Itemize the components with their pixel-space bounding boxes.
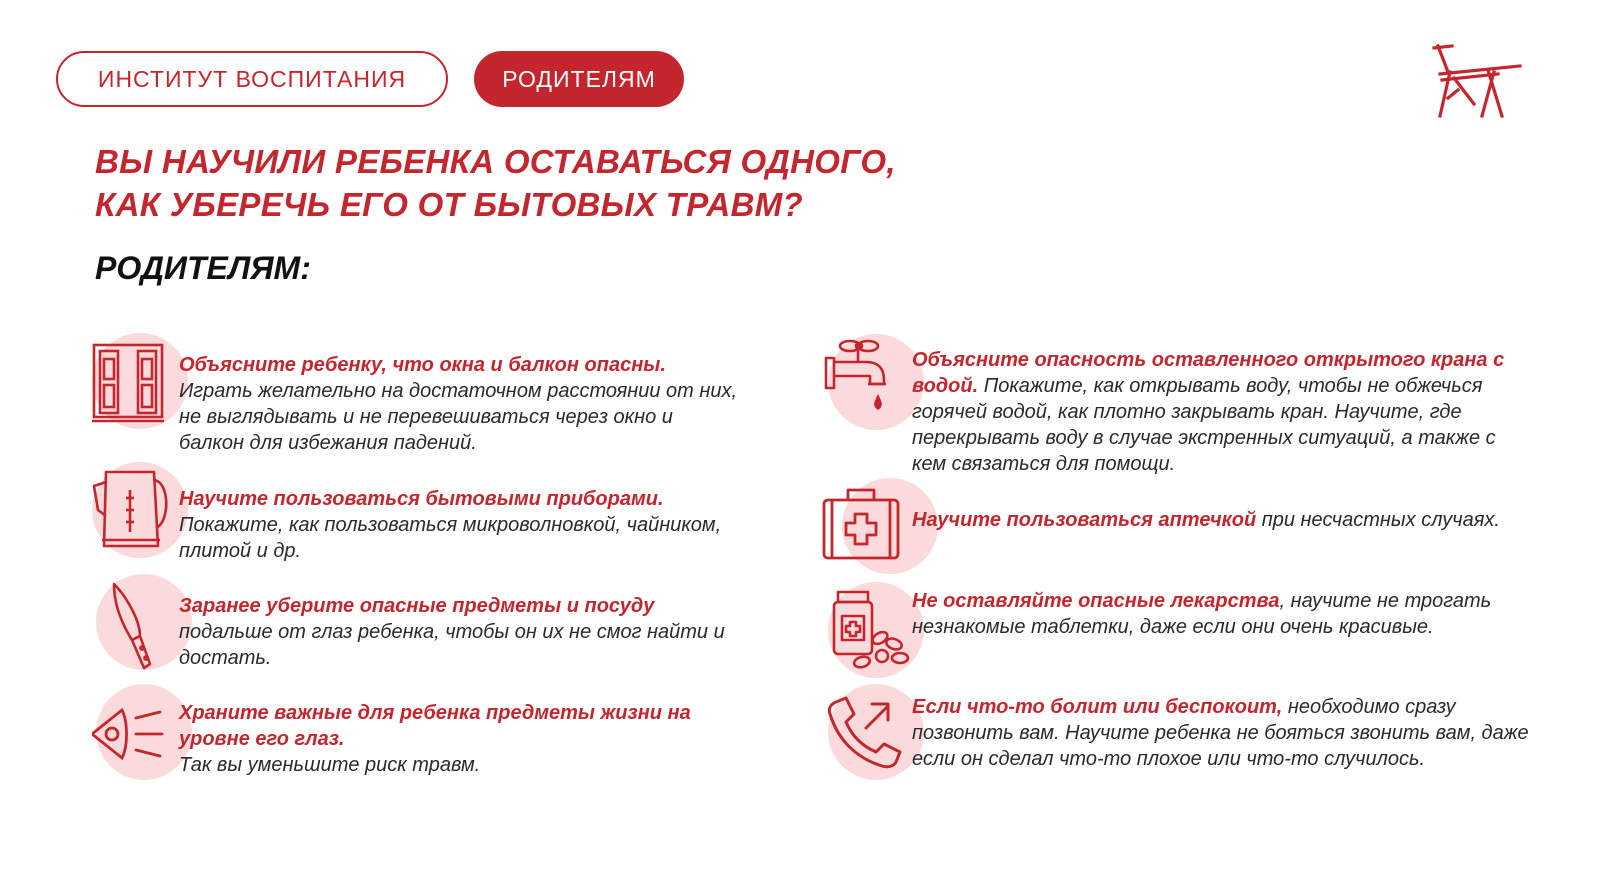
left-item-3-text: подальше от глаз ребенка, чтобы он их не смог найти и достать. [179,621,725,669]
kettle-icon [88,462,188,562]
left-item-2-text: Покажите, как пользоваться микроволновкой, чайником, плитой и др. [179,514,722,562]
faucet-icon-badge [822,334,922,434]
logo-icon [1428,42,1524,122]
left-item-4 [179,700,739,778]
eye-icon [92,684,192,784]
kettle-icon-badge [88,462,188,562]
pills-icon [822,582,922,682]
eye-icon-badge [92,684,192,784]
phone-icon-badge [822,684,922,784]
left-item-1-text: Играть желательно на достаточном расстоянии от них, не выглядывать и не перевешиваться через окно и балкон для избежания падений. [179,380,738,454]
first-aid-kit-icon-badge [822,478,922,578]
page-title [95,140,1195,226]
left-item-2-bold: Научите пользоваться бытовыми приборами. [179,488,664,510]
right-item-4-text: необходимо сразу позвонить вам. Научите ребенка не бояться звонить вам, даже если он сделал что-то плохое или что-то случилось. [912,696,1529,770]
phone-icon [822,684,922,784]
left-item-2 [179,486,739,564]
right-item-1-bold: Объясните опасность оставленного открытого крана с водой. [912,349,1505,397]
left-item-1-bold: Объясните ребенку, что окна и балкон опасны. [179,354,666,376]
left-item-4-bold: Храните важные для ребенка предметы жизни на уровне его глаз. [179,702,691,750]
right-item-2 [912,507,1532,533]
section-heading: РОДИТЕЛЯМ: [95,250,311,286]
window-icon-badge [88,333,188,433]
left-item-4-text: Так вы уменьшите риск травм. [179,754,481,776]
first-aid-kit-icon [822,478,922,578]
right-item-3 [912,588,1532,640]
right-item-2-bold: Научите пользоваться аптечкой [912,509,1257,531]
left-item-3-bold: Заранее уберите опасные предметы и посуду [179,595,655,617]
right-item-4-bold: Если что-то болит или беспокоит, [912,696,1283,718]
right-item-2-text: при несчастных случаях. [1256,509,1500,531]
parents-badge[interactable]: РОДИТЕЛЯМ [474,51,684,107]
right-item-1 [912,347,1532,477]
title-line-1: ВЫ НАУЧИЛИ РЕБЕНКА ОСТАВАТЬСЯ ОДНОГО, [95,143,896,180]
left-item-3 [179,593,739,671]
faucet-icon [822,334,922,434]
left-item-1 [179,352,739,456]
pills-icon-badge [822,582,922,682]
right-item-3-text: , научите не трогать незнакомые таблетки, даже если они очень красивые. [912,590,1492,638]
right-item-4 [912,694,1532,772]
window-icon [88,333,188,433]
institute-badge[interactable]: ИНСТИТУТ ВОСПИТАНИЯ [56,51,448,107]
right-item-1-text: Покажите, как открывать воду, чтобы не обжечься горячей водой, как плотно закрывать кран. Научите, где перекрывать воду в случае экстренных ситуаций, а также с кем связаться для помощи. [912,375,1496,475]
title-line-2: КАК УБЕРЕЧЬ ЕГО ОТ БЫТОВЫХ ТРАВМ? [95,186,803,223]
knife-icon-badge [92,574,192,674]
knife-icon [92,574,192,674]
right-item-3-bold: Не оставляйте опасные лекарства [912,590,1280,612]
